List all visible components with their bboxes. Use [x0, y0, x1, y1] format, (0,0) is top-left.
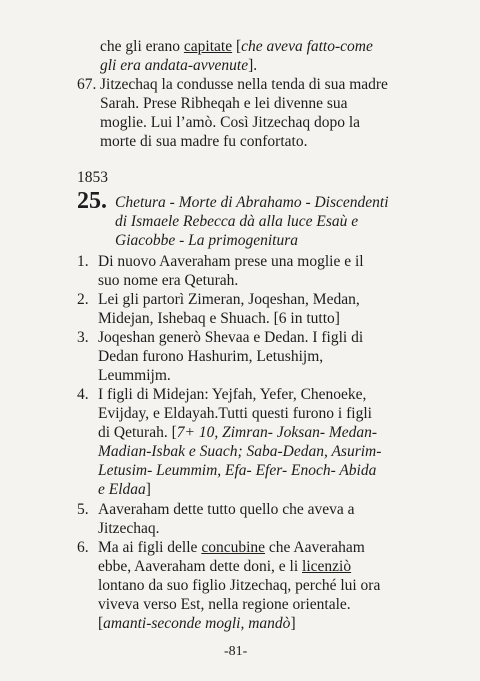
italic-gloss: che aveva fatto-come [241, 38, 373, 55]
underlined-word: licenziò [302, 558, 352, 575]
verse-line: Sarah. Prese Ribheqah e lei divenne sua [100, 95, 348, 112]
text-run: ] [145, 481, 151, 498]
verse-number: 67. [77, 76, 97, 93]
verse-line: Joqeshan generò Shevaa e Dedan. I figli di [98, 329, 364, 346]
verse-line [98, 480, 151, 499]
chapter-title-line: Giacobbe - La primogenitura [115, 232, 298, 249]
verse-line [98, 423, 377, 442]
chapter-title-line: Chetura - Morte di Abrahamo - Discendenti [115, 194, 389, 211]
text-run: Ma ai figli delle [98, 539, 202, 556]
verse-line: Midejan, Ishebaq e Shuach. [6 in tutto] [98, 310, 340, 327]
text-run: che gli erano [100, 38, 184, 55]
verse-number: 6. [77, 539, 89, 556]
verse-number: 3. [77, 329, 89, 346]
verse-line: Jitzechaq la condusse nella tenda di sua madre [100, 76, 388, 93]
italic-gloss-line: Madian-Isbak e Suach; Saba-Dedan, Asurim- [98, 443, 382, 460]
verse-line [98, 538, 365, 557]
verse-line: suo nome era Qeturah. [98, 272, 239, 289]
underlined-word: capitate [183, 38, 233, 55]
verse-number: 1. [77, 253, 89, 270]
verse-line: Lei gli partorì Zimeran, Joqeshan, Medan, [98, 291, 360, 308]
verse-line: Jitzechaq. [98, 520, 160, 537]
italic-gloss: gli era andata-avvenute [100, 57, 249, 74]
italic-gloss: e Eldaa [98, 481, 146, 498]
text-line [100, 37, 373, 56]
chapter-number: 25. [77, 188, 107, 214]
page-number: -81- [224, 644, 248, 659]
text-line [100, 56, 257, 75]
text-run: [ [232, 38, 242, 55]
verse-number: 5. [77, 501, 89, 518]
text-run: [ [98, 615, 104, 632]
verse-line [98, 614, 296, 633]
verse-line: Leummijm. [98, 367, 171, 384]
verse-number: 2. [77, 291, 89, 308]
chapter-title-line: di Ismaele Rebecca dà alla luce Esaù e [115, 213, 359, 230]
verse-number: 4. [77, 386, 89, 403]
verse-line: viveva verso Est, nella regione orientale. [98, 596, 351, 613]
verse-line: morte di sua madre fu confortato. [100, 133, 308, 150]
verse-line: Dedan furono Hashurim, Letushijm, [98, 348, 324, 365]
italic-gloss: amanti-seconde mogli, mandò [103, 615, 291, 632]
text-run: che Aaveraham [265, 539, 365, 556]
verse-line: lontano da suo figlio Jitzechaq, perché lui ora [98, 577, 381, 594]
italic-gloss: 7+ 10, Zimran- Joksan- Medan- [176, 424, 378, 441]
underlined-word: concubine [201, 539, 266, 556]
verse-line: moglie. Lui l’amò. Così Jitzechaq dopo la [100, 114, 361, 131]
verse-line: Evijday, e Eldayah.Tutti questi furono i figli [98, 405, 372, 422]
text-run: ] [290, 615, 296, 632]
text-run: di Qeturah. [ [98, 424, 177, 441]
text-run: ]. [248, 57, 258, 74]
year-label: 1853 [77, 169, 108, 186]
italic-gloss-line: Letusim- Leummim, Efa- Efer- Enoch- Abida [98, 462, 377, 479]
verse-line: Aaveraham dette tutto quello che aveva a [98, 501, 355, 518]
verse-line: I figli di Midejan: Yejfah, Yefer, Chenoeke, [98, 386, 367, 403]
verse-line [98, 557, 351, 576]
verse-line: Di nuovo Aaveraham prese una moglie e il [98, 253, 364, 270]
text-run: ebbe, Aaveraham dette doni, e li [98, 558, 303, 575]
